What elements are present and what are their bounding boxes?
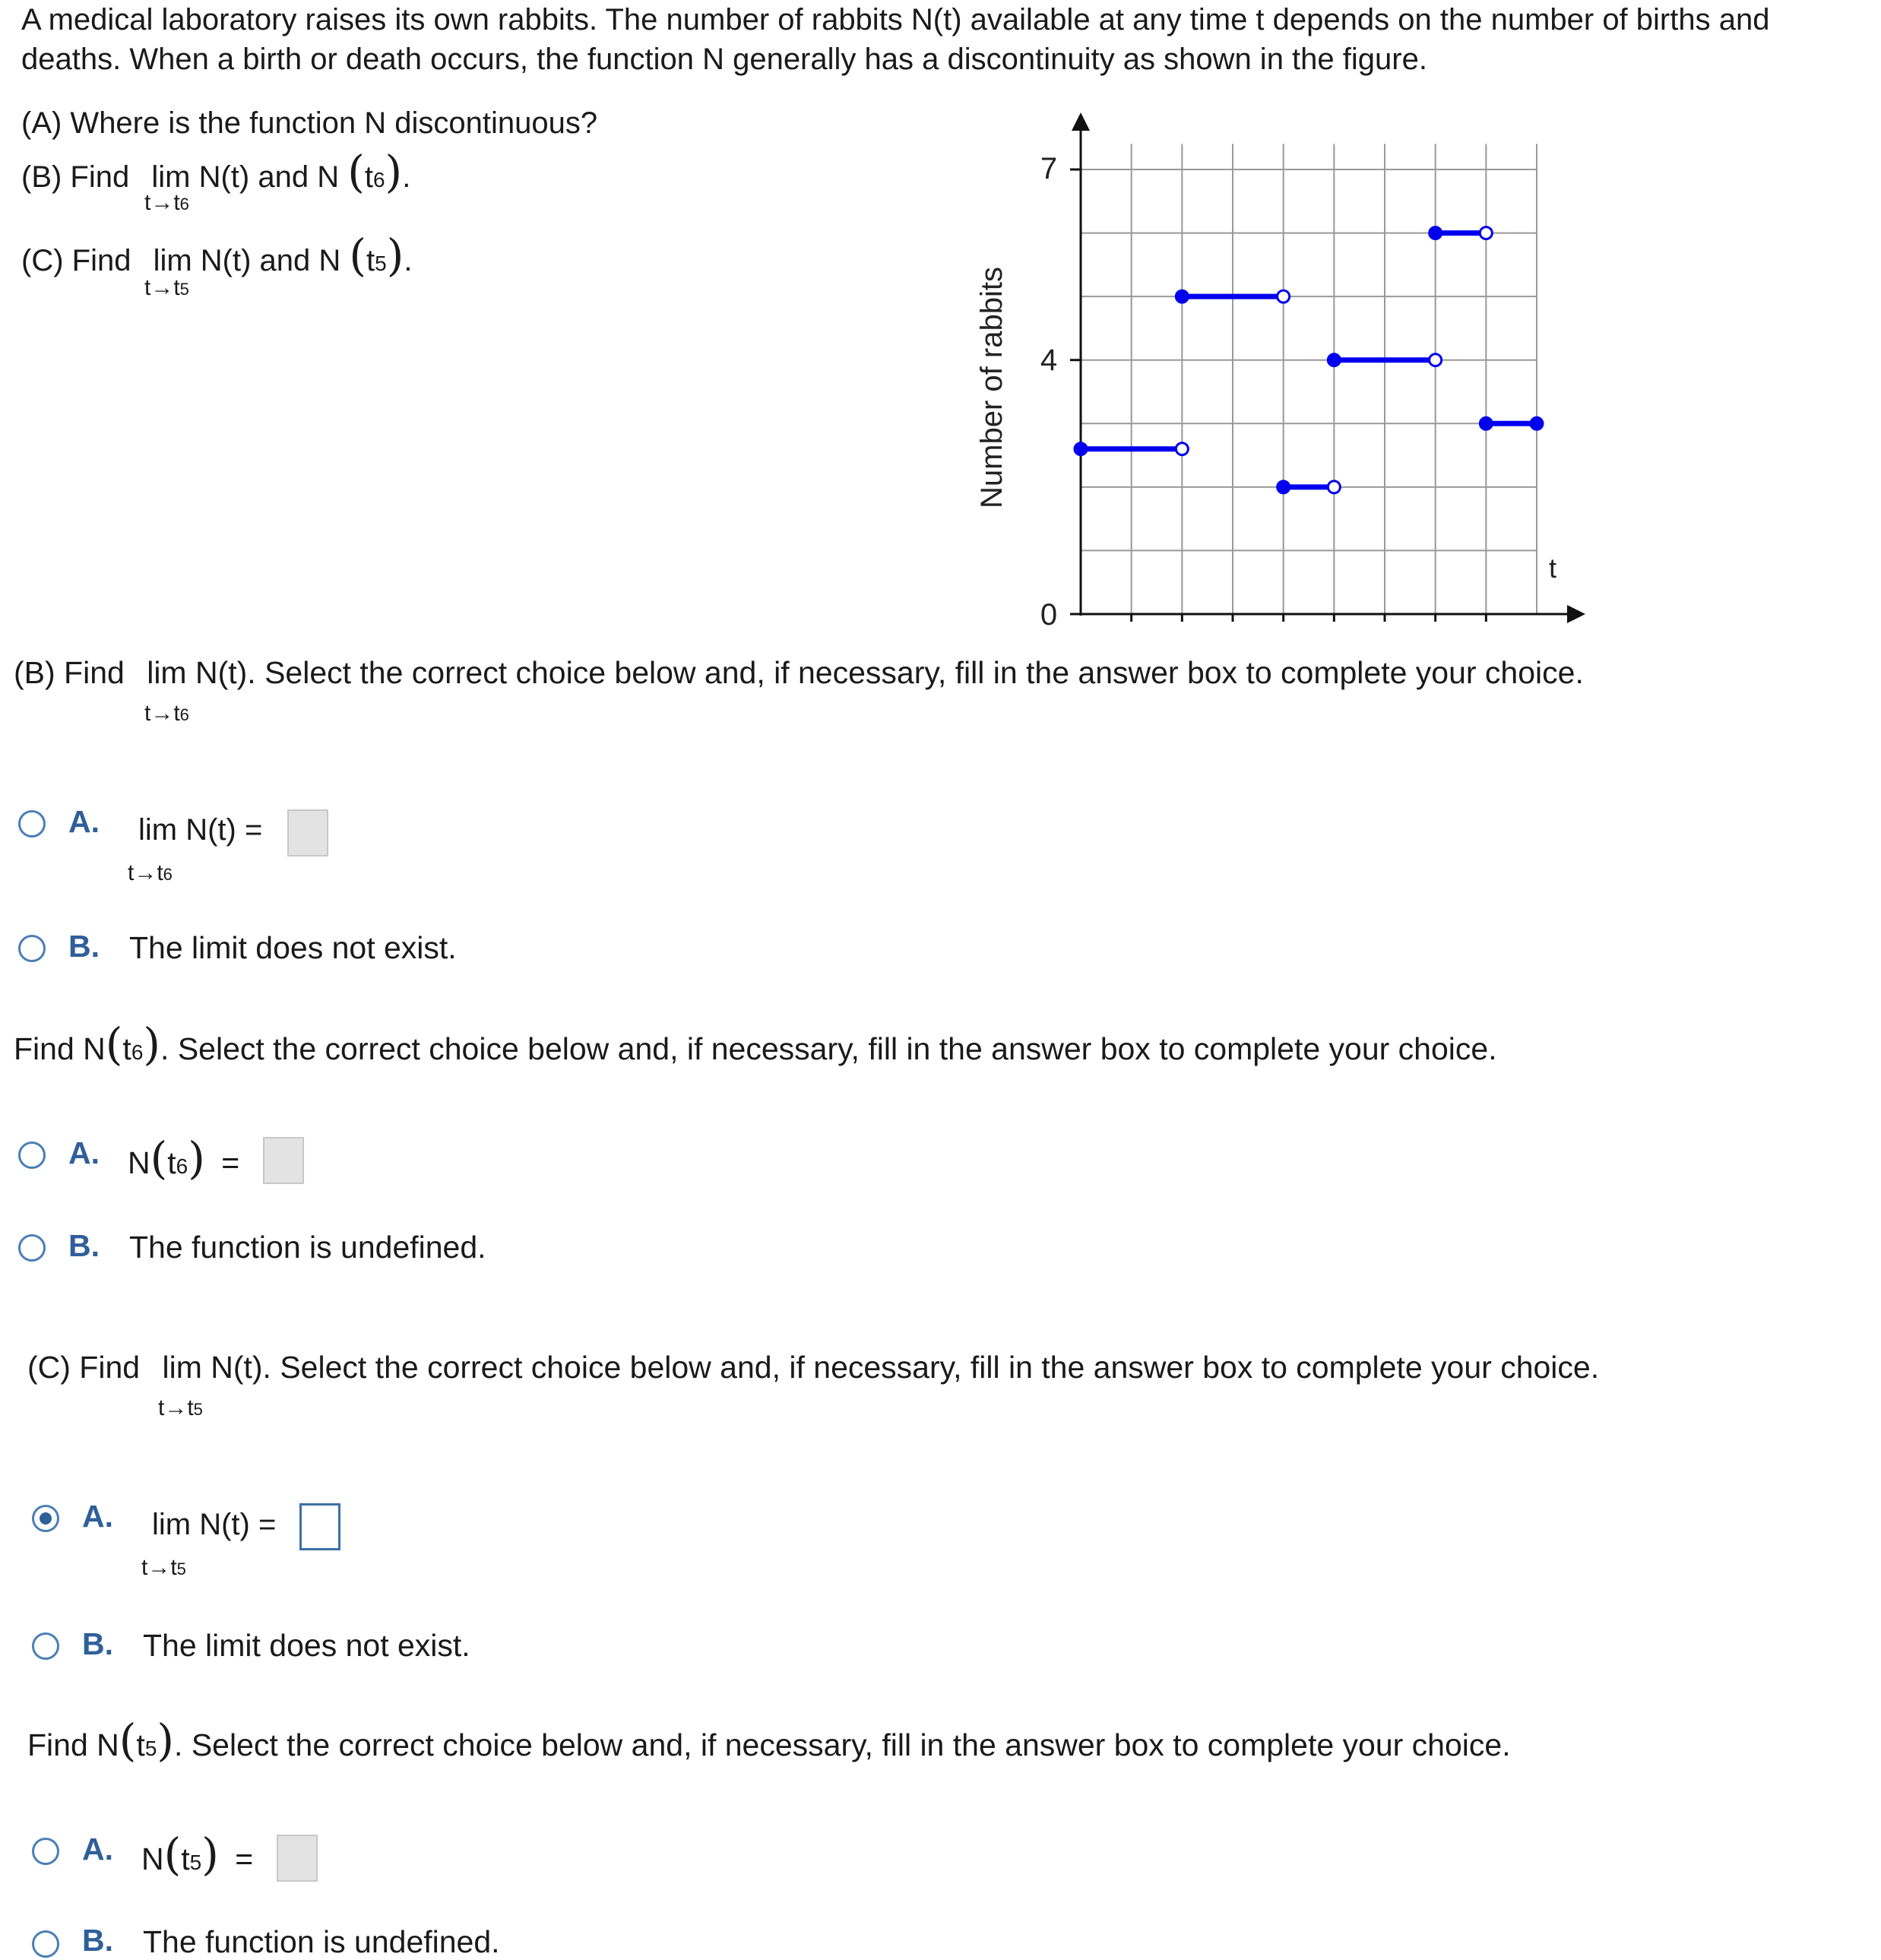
partC-value-answer-box[interactable] bbox=[277, 1835, 318, 1882]
partC-value-choice-b-radio[interactable] bbox=[32, 1930, 59, 1958]
partB-prompt-text: lim N(t). Select the correct choice below and, if necessary, fill in the answer box to complete your choice. bbox=[147, 655, 1584, 690]
partB-find-prompt bbox=[14, 1018, 1497, 1070]
paren-close: ) bbox=[143, 1018, 161, 1070]
y-tick-4: 4 bbox=[1040, 344, 1058, 377]
partB-value-n: N bbox=[128, 1145, 150, 1180]
partB-limit-choice-a-radio[interactable] bbox=[18, 810, 46, 838]
partB-under-sub: 6 bbox=[179, 705, 189, 724]
question-c-under-sub: 5 bbox=[179, 280, 189, 299]
paren-open: ( bbox=[150, 1132, 168, 1184]
problem-intro bbox=[21, 0, 1876, 79]
question-c-arg-sub: 5 bbox=[375, 252, 387, 275]
partC-prompt-text: lim N(t). Select the correct choice below and, if necessary, fill in the answer box to complete your choice. bbox=[162, 1350, 1600, 1385]
partC-value-choice-a-radio[interactable] bbox=[32, 1838, 59, 1865]
partB-limit-choice-b-text: The limit does not exist. bbox=[129, 930, 457, 965]
step-right-point-0 bbox=[1176, 443, 1188, 455]
partC-limit-choice-b-letter: B. bbox=[82, 1626, 113, 1661]
y-tick-0: 0 bbox=[1040, 598, 1058, 632]
y-tick-7: 7 bbox=[1040, 152, 1058, 185]
partC-find-rest: . Select the correct choice below and, if necessary, fill in the answer box to complete your choice. bbox=[174, 1727, 1511, 1762]
partB-choice-under-text: t→t bbox=[128, 860, 163, 885]
paren-open: ( bbox=[105, 1018, 123, 1070]
partB-limit-choice-b-letter: B. bbox=[68, 929, 100, 964]
step-right-point-2 bbox=[1328, 481, 1340, 493]
partC-limit-choice-b-radio[interactable] bbox=[32, 1632, 59, 1660]
graph-axes bbox=[1070, 112, 1585, 623]
partC-limit-choice-a-under bbox=[141, 1555, 186, 1581]
question-b-under-sub: 6 bbox=[179, 195, 189, 214]
question-b-arg: t bbox=[364, 160, 373, 194]
step-function-graph bbox=[965, 106, 1596, 638]
partC-value-eq: = bbox=[235, 1841, 254, 1876]
step-left-point-5 bbox=[1480, 417, 1492, 429]
partB-value-choice-a-radio[interactable] bbox=[18, 1141, 46, 1169]
y-axis-arrow bbox=[1072, 112, 1090, 131]
partC-choice-under-text: t→t bbox=[141, 1555, 177, 1580]
partB-prompt bbox=[14, 655, 1584, 691]
partC-find-arg: t bbox=[136, 1727, 145, 1762]
partC-value-choice-a-text bbox=[141, 1829, 253, 1880]
partC-value-choice-a-letter: A. bbox=[82, 1832, 113, 1867]
question-c-under bbox=[144, 275, 189, 301]
question-b-period: . bbox=[402, 160, 411, 194]
partB-value-arg: t bbox=[167, 1145, 176, 1180]
partB-limit-choice-a-letter: A. bbox=[68, 804, 100, 839]
partB-choice-under-sub: 6 bbox=[163, 865, 173, 884]
paren-close: ) bbox=[188, 1132, 205, 1184]
question-b bbox=[21, 146, 410, 198]
partC-find-arg-sub: 5 bbox=[144, 1737, 157, 1760]
partC-prompt-prefix: (C) Find bbox=[27, 1350, 141, 1385]
partB-find-prefix: Find N bbox=[14, 1031, 106, 1066]
partC-value-arg: t bbox=[181, 1841, 190, 1876]
partB-under-text: t→t bbox=[144, 701, 180, 726]
question-b-under bbox=[144, 190, 189, 216]
partB-value-choice-a-text bbox=[128, 1132, 239, 1184]
intro-line-1: A medical laboratory raises its own rabbits. The number of rabbits N(t) available at any time t depends on the number of births and bbox=[21, 3, 1770, 36]
partC-value-arg-sub: 5 bbox=[189, 1851, 202, 1874]
partC-under-sub: 5 bbox=[193, 1400, 203, 1419]
partC-limit-choice-b-text: The limit does not exist. bbox=[143, 1628, 470, 1663]
question-c-prefix: (C) Find bbox=[21, 244, 131, 277]
question-c-period: . bbox=[404, 244, 413, 277]
question-c-lim: lim N(t) and N bbox=[153, 244, 341, 277]
partB-value-choice-b-radio[interactable] bbox=[18, 1234, 46, 1262]
partC-limit-choice-a-radio[interactable] bbox=[32, 1505, 59, 1532]
question-a: (A) Where is the function N discontinuous? bbox=[21, 106, 598, 140]
step-right-point-4 bbox=[1480, 227, 1492, 239]
partB-prompt-prefix: (B) Find bbox=[14, 655, 125, 690]
paren-open: ( bbox=[119, 1715, 137, 1766]
step-right-point-1 bbox=[1278, 290, 1290, 302]
partB-value-choice-b-text: The function is undefined. bbox=[129, 1230, 486, 1265]
partB-value-eq: = bbox=[221, 1145, 240, 1180]
partB-limit-choice-a-text: lim N(t) = bbox=[138, 813, 263, 847]
partB-find-rest: . Select the correct choice below and, if necessary, fill in the answer box to complete your choice. bbox=[160, 1031, 1497, 1066]
paren-open: ( bbox=[349, 230, 367, 281]
step-left-point-2 bbox=[1278, 481, 1290, 493]
partB-find-arg-sub: 6 bbox=[131, 1040, 144, 1064]
x-axis-arrow bbox=[1567, 605, 1585, 623]
step-left-point-1 bbox=[1176, 290, 1188, 302]
question-c bbox=[21, 230, 413, 281]
graph-grid bbox=[1081, 144, 1537, 614]
partC-prompt bbox=[27, 1350, 1599, 1385]
question-b-lim: lim N(t) and N bbox=[151, 160, 340, 194]
paren-close: ) bbox=[201, 1829, 219, 1880]
partC-value-n: N bbox=[141, 1841, 164, 1876]
partC-under-text: t→t bbox=[158, 1395, 194, 1420]
paren-open: ( bbox=[163, 1829, 182, 1880]
question-c-arg: t bbox=[366, 244, 375, 277]
partC-choice-under-sub: 5 bbox=[176, 1559, 186, 1578]
step-left-point-4 bbox=[1430, 227, 1442, 239]
step-right-point-5 bbox=[1531, 417, 1543, 429]
paren-close: ) bbox=[385, 146, 403, 198]
partB-value-choice-b-letter: B. bbox=[68, 1228, 100, 1263]
partB-prompt-under bbox=[144, 701, 189, 727]
intro-line-2: deaths. When a birth or death occurs, the function N generally has a discontinuity as shown in the figure. bbox=[21, 43, 1427, 76]
partB-limit-choice-b-radio[interactable] bbox=[18, 935, 46, 962]
step-left-point-3 bbox=[1328, 354, 1340, 366]
partB-value-choice-a-letter: A. bbox=[68, 1135, 100, 1170]
partC-find-prompt bbox=[27, 1715, 1511, 1766]
question-b-under-text: t→t bbox=[144, 190, 180, 215]
paren-close: ) bbox=[386, 230, 404, 281]
partC-limit-choice-a-letter: A. bbox=[82, 1499, 113, 1534]
step-left-point-0 bbox=[1075, 443, 1087, 455]
partB-value-arg-sub: 6 bbox=[176, 1154, 188, 1178]
partC-value-choice-b-letter: B. bbox=[82, 1923, 113, 1958]
partB-value-answer-box[interactable] bbox=[263, 1137, 304, 1184]
partB-limit-choice-a-under bbox=[128, 860, 173, 886]
question-b-arg-sub: 6 bbox=[372, 168, 385, 192]
partC-prompt-under bbox=[158, 1395, 203, 1421]
question-c-under-text: t→t bbox=[144, 275, 180, 300]
y-axis-label: Number of rabbits bbox=[975, 267, 1009, 508]
paren-open: ( bbox=[347, 146, 365, 198]
x-axis-label: t bbox=[1549, 553, 1557, 584]
partC-find-prefix: Find N bbox=[27, 1727, 119, 1762]
paren-close: ) bbox=[157, 1715, 175, 1766]
partC-limit-answer-box[interactable] bbox=[299, 1503, 340, 1550]
partB-limit-answer-box[interactable] bbox=[287, 809, 328, 857]
step-right-point-3 bbox=[1430, 354, 1442, 366]
partC-limit-choice-a-text: lim N(t) = bbox=[152, 1508, 277, 1541]
partB-find-arg: t bbox=[122, 1031, 131, 1066]
partC-value-choice-b-text: The function is undefined. bbox=[143, 1924, 500, 1959]
question-b-prefix: (B) Find bbox=[21, 160, 130, 194]
